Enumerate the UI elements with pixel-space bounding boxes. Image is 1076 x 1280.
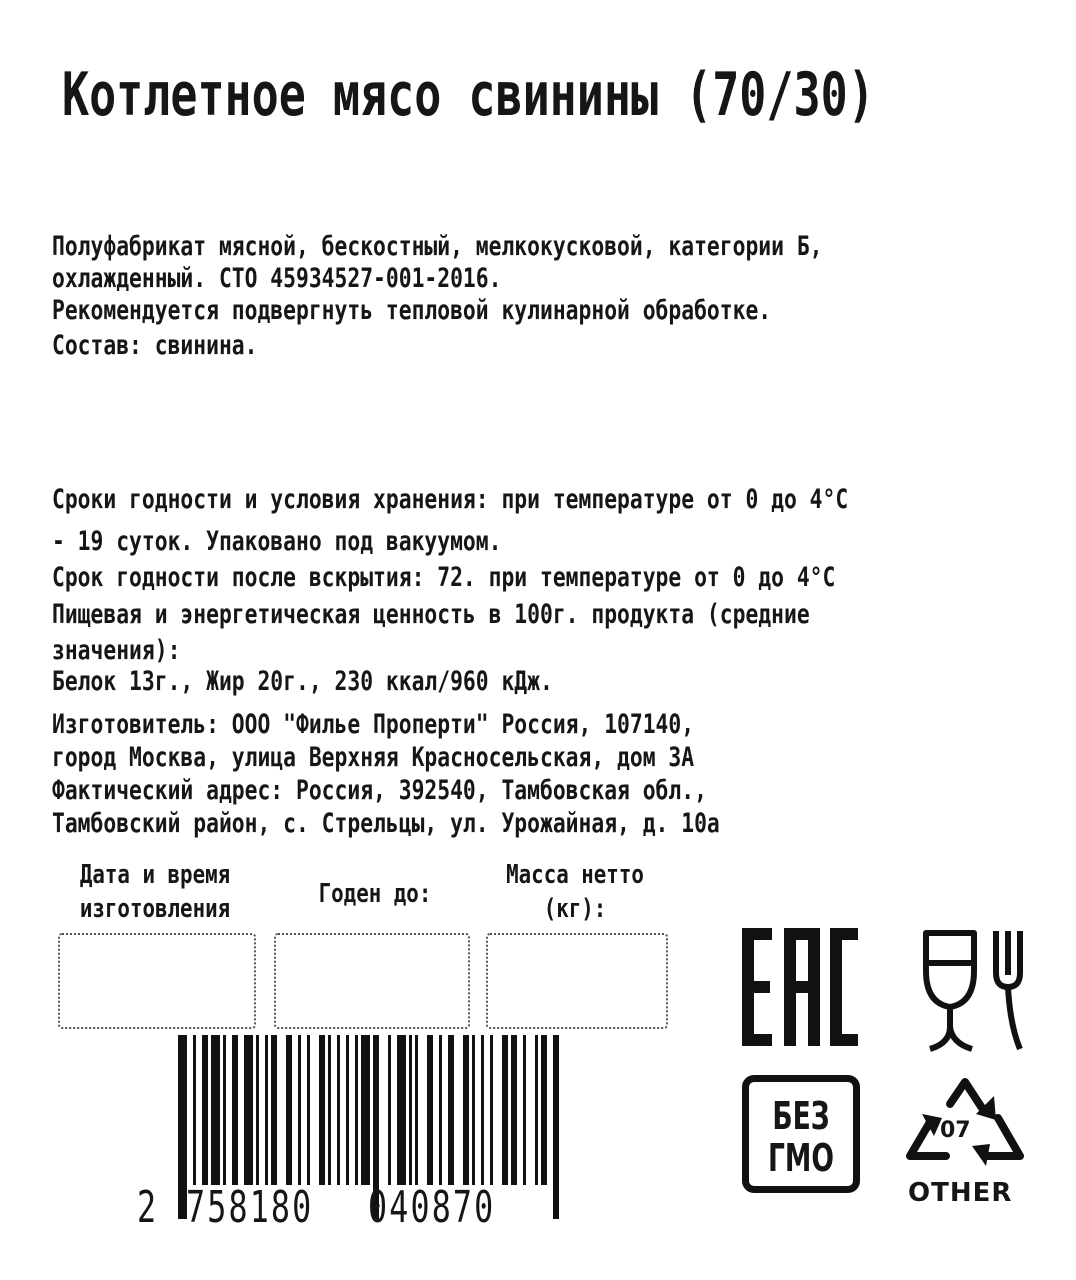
nutrition-values: Белок 13г., Жир 20г., 230 ккал/960 кДж. [52,666,553,697]
barcode-bar [448,1035,454,1185]
manufacturer-line-2: город Москва, улица Верхняя Красносельская, дом 3А [52,742,695,773]
barcode-bar [319,1035,325,1185]
barcode-bar [244,1035,253,1185]
barcode-bar [541,1035,547,1185]
description-line-3: Рекомендуется подвергнуть тепловой кулинарной обработке. [52,295,772,326]
expiry-box [274,933,470,1029]
barcode-bar [463,1035,469,1185]
manufacturer-line-4: Тамбовский район, с. Стрельцы, ул. Урожайная, д. 10а [52,808,720,839]
barcode-bar [502,1035,508,1185]
barcode-bar [346,1035,349,1185]
barcode-bar [415,1035,418,1185]
nutrition-heading: Пищевая и энергетическая ценность в 100г. продукта (средние [52,599,810,630]
barcode-bar [397,1035,406,1185]
barcode-bar [193,1035,196,1185]
opened-shelf-life: Срок годности после вскрытия: 72. при температуре от 0 до 4°С [52,562,836,593]
product-title: Котлетное мясо свинины (70/30) [62,60,875,130]
barcode-bar [388,1035,391,1185]
storage-line-2: - 19 суток. Упаковано под вакуумом. [52,526,502,557]
barcode-bar [256,1035,259,1185]
production-date-label: Дата и время изготовления [79,860,231,924]
description-line-4: Состав: свинина. [52,330,258,361]
barcode-bar [211,1035,220,1185]
barcode-bar [490,1035,493,1185]
barcode-bar [232,1035,238,1185]
barcode-bar [223,1035,226,1185]
barcode-bar [265,1035,268,1185]
manufacturer-line-1: Изготовитель: ООО "Филье Проперти" Россия, 107140, [52,709,695,740]
barcode-bar [553,1035,559,1219]
barcode-first-digit: 2 [137,1182,159,1233]
barcode-bar [481,1035,484,1185]
barcode-bar [355,1035,358,1185]
barcode-bar [472,1035,475,1185]
manufacturer-line-3: Фактический адрес: Россия, 392540, Тамбовская обл., [52,775,707,806]
gmo-free-badge [742,1075,860,1193]
storage-line-1: Сроки годности и условия хранения: при температуре от 0 до 4°С [52,484,849,515]
gmo-free-line-1: БЕЗ [772,1094,830,1138]
recycling-code: 07 [940,1118,971,1143]
barcode-bar [409,1035,412,1185]
barcode-bar [337,1035,340,1185]
barcode-bar [523,1035,526,1185]
food-safe-icon [918,925,1030,1055]
gmo-free-line-2: ГМО [767,1136,835,1180]
barcode-bar [328,1035,331,1185]
barcode-bar [511,1035,517,1185]
barcode-bar [307,1035,310,1185]
production-date-box [58,933,256,1029]
barcode-bar [439,1035,442,1185]
barcode-bar [271,1035,277,1185]
barcode-bar [202,1035,208,1185]
net-mass-box [486,933,668,1029]
barcode-bar [361,1035,370,1185]
eac-mark-icon [742,928,860,1050]
barcode-bar [298,1035,301,1185]
description-line-2: охлажденный. СТО 45934527-001-2016. [52,263,502,294]
barcode-bar [427,1035,433,1185]
barcode-right-digits: 040870 [368,1182,496,1233]
net-mass-label: Масса нетто (кг): [506,860,644,924]
expiry-label: Годен до: [318,879,432,909]
recycling-text: OTHER [908,1178,1013,1208]
barcode-left-digits: 758180 [186,1182,314,1233]
barcode-bar [535,1035,538,1185]
description-line-1: Полуфабрикат мясной, бескостный, мелкокусковой, категории Б, [52,231,823,262]
barcode-bar [286,1035,292,1185]
nutrition-heading-cont: значения): [52,635,181,666]
